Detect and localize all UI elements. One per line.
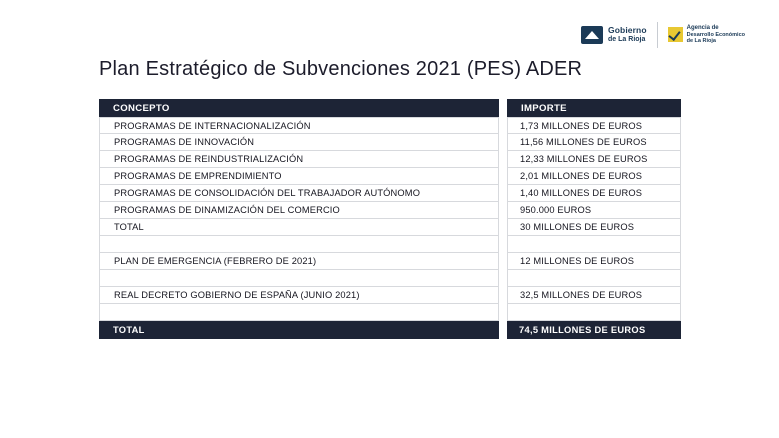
table-row: PLAN DE EMERGENCIA (FEBRERO DE 2021) [99, 253, 499, 270]
ader-logo-line1: Agencia de [686, 25, 719, 32]
table-row: PROGRAMAS DE EMPRENDIMIENTO [99, 168, 499, 185]
table-row: 32,5 MILLONES DE EUROS [507, 287, 681, 304]
table-row-blank [507, 236, 681, 253]
table-row: 1,40 MILLONES DE EUROS [507, 185, 681, 202]
logo-divider [657, 22, 658, 48]
table-row: 30 MILLONES DE EUROS [507, 219, 681, 236]
table-row-blank [99, 236, 499, 253]
table-row: PROGRAMAS DE REINDUSTRIALIZACIÓN [99, 151, 499, 168]
amount-column [507, 99, 681, 339]
table-row: REAL DECRETO GOBIERNO DE ESPAÑA (JUNIO 2021) [99, 287, 499, 304]
table-row: PROGRAMAS DE INNOVACIÓN [99, 134, 499, 151]
table-row-blank [99, 270, 499, 287]
table-row: 12,33 MILLONES DE EUROS [507, 151, 681, 168]
gobierno-logo-line2: de La Rioja [608, 35, 646, 43]
ader-logo-line3: de La Rioja [686, 38, 716, 45]
gobierno-de-la-rioja-logo [581, 26, 647, 44]
amount-column-header: IMPORTE [507, 99, 681, 117]
gobierno-logo-text [608, 26, 647, 43]
ader-logo-line2: Desarrollo Económico [686, 32, 745, 39]
table-row-blank [507, 270, 681, 287]
table-row-total: TOTAL [99, 321, 499, 339]
table-row-total: 74,5 MILLONES DE EUROS [507, 321, 681, 339]
rioja-emblem-icon [581, 26, 603, 44]
page-title: Plan Estratégico de Subvenciones 2021 (PES) ADER [99, 58, 583, 80]
concept-column-header: CONCEPTO [99, 99, 499, 117]
table-row-blank [99, 304, 499, 321]
table-row: PROGRAMAS DE DINAMIZACIÓN DEL COMERCIO [99, 202, 499, 219]
table-row: 2,01 MILLONES DE EUROS [507, 168, 681, 185]
table-row-blank [507, 304, 681, 321]
table-row: PROGRAMAS DE INTERNACIONALIZACIÓN [99, 117, 499, 134]
gobierno-logo-line1: Gobierno [608, 25, 647, 36]
table-row: 11,56 MILLONES DE EUROS [507, 134, 681, 151]
ader-logo-text [687, 25, 745, 45]
table-row: 12 MILLONES DE EUROS [507, 253, 681, 270]
ader-logo [668, 25, 745, 45]
concept-column [99, 99, 499, 339]
table-row: TOTAL [99, 219, 499, 236]
ader-check-icon [668, 27, 683, 42]
table-row: 950.000 EUROS [507, 202, 681, 219]
pes-table [99, 99, 681, 339]
logo-bar [581, 22, 745, 48]
table-row: 1,73 MILLONES DE EUROS [507, 117, 681, 134]
table-row: PROGRAMAS DE CONSOLIDACIÓN DEL TRABAJADOR AUTÓNOMO [99, 185, 499, 202]
